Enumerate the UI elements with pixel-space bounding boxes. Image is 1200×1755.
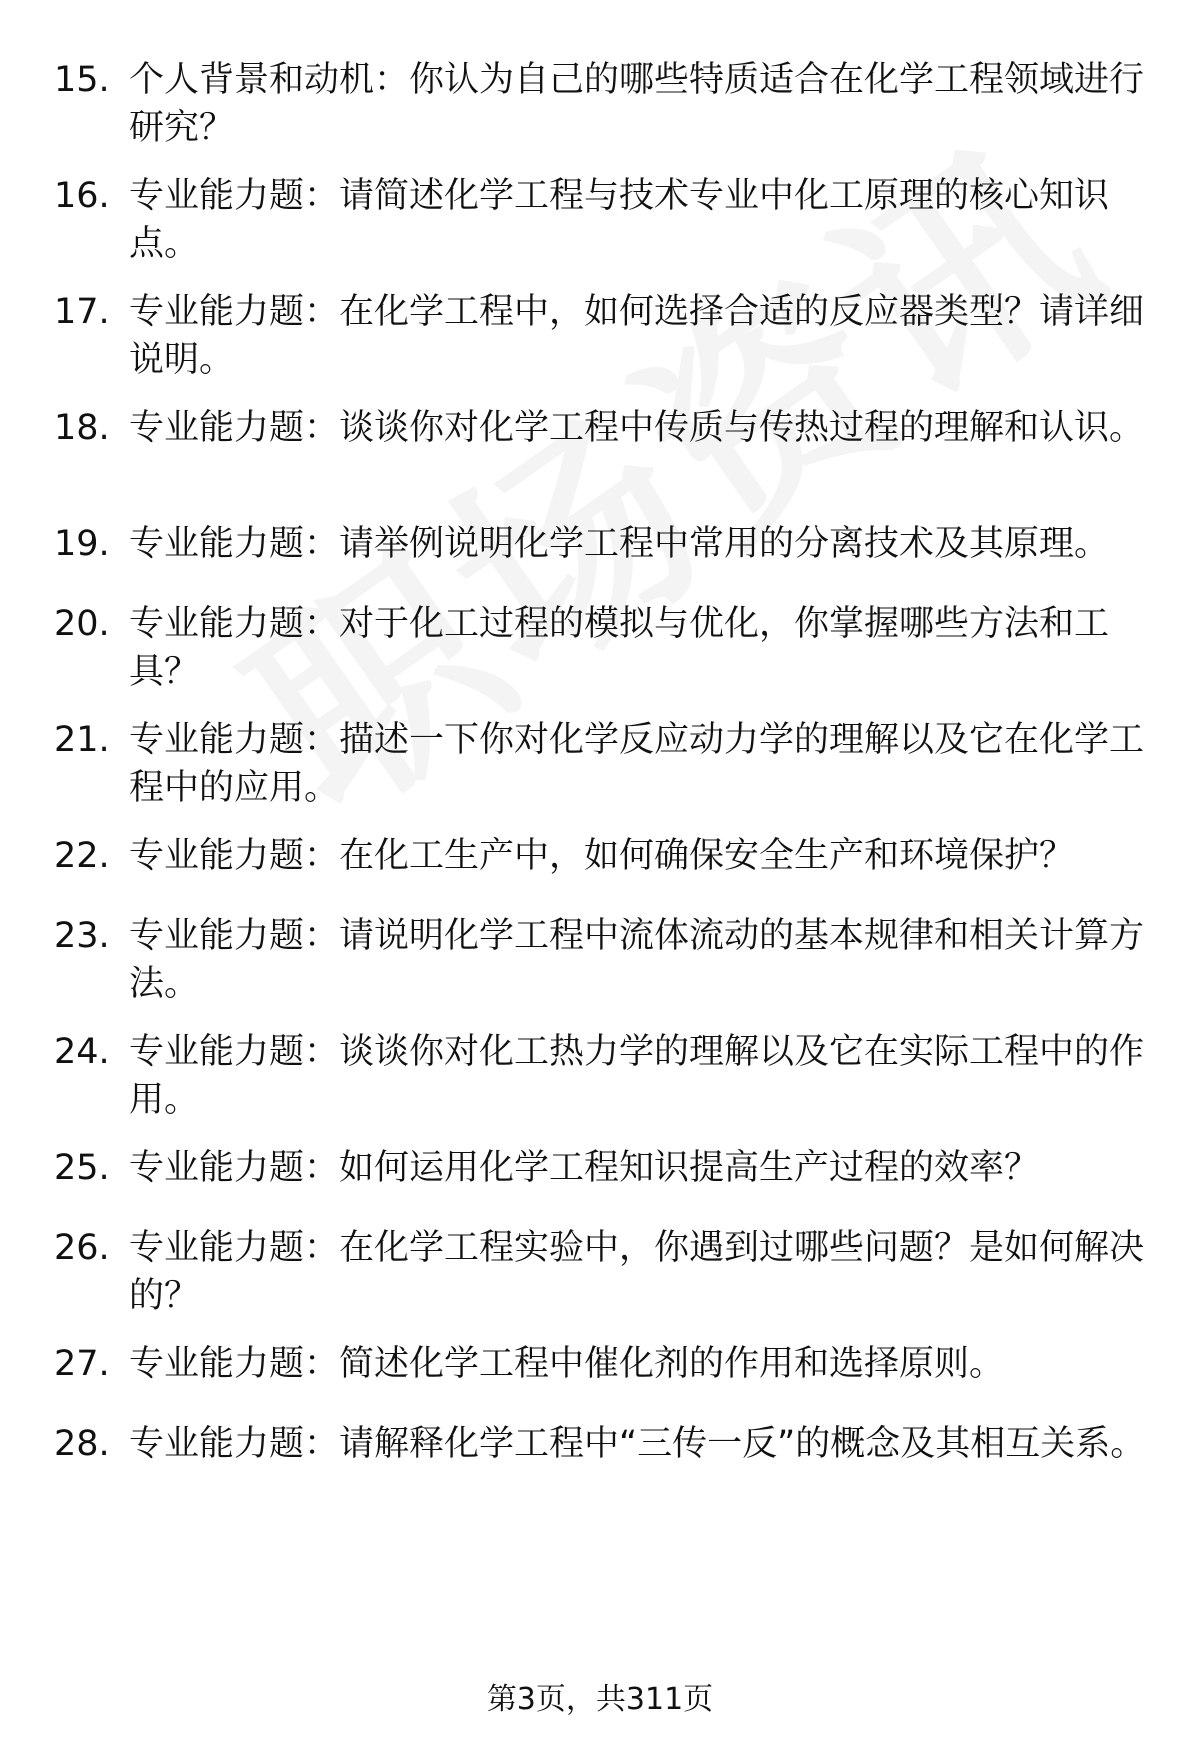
question-text: 专业能力题：在化学工程中，如何选择合适的反应器类型？请详细说明。 xyxy=(129,292,1145,380)
question-number: 23. xyxy=(54,916,110,956)
question-number: 16. xyxy=(54,176,110,216)
question-text: 专业能力题：请说明化学工程中流体流动的基本规律和相关计算方法。 xyxy=(129,916,1145,1004)
question-text: 个人背景和动机：你认为自己的哪些特质适合在化学工程领域进行研究？ xyxy=(129,60,1145,148)
question-number: 28. xyxy=(54,1424,110,1464)
question-text: 专业能力题：如何运用化学工程知识提高生产过程的效率？ xyxy=(129,1148,1040,1188)
question-text: 专业能力题：请解释化学工程中“三传一反”的概念及其相互关系。 xyxy=(129,1424,1146,1464)
question-text: 专业能力题：对于化工过程的模拟与优化，你掌握哪些方法和工具？ xyxy=(129,604,1110,692)
question-text: 专业能力题：简述化学工程中催化剂的作用和选择原则。 xyxy=(129,1344,1005,1384)
page-footer xyxy=(0,1680,1200,1720)
question-text: 专业能力题：请简述化学工程与技术专业中化工原理的核心知识点。 xyxy=(129,176,1110,264)
question-number: 17. xyxy=(54,292,110,332)
question-text: 专业能力题：在化工生产中，如何确保安全生产和环境保护？ xyxy=(129,836,1075,876)
question-number: 25. xyxy=(54,1148,110,1188)
question-number: 18. xyxy=(54,408,110,448)
question-number: 26. xyxy=(54,1228,110,1268)
question-text: 专业能力题：请举例说明化学工程中常用的分离技术及其原理。 xyxy=(129,524,1110,564)
question-number: 20. xyxy=(54,604,110,644)
question-text: 专业能力题：谈谈你对化学工程中传质与传热过程的理解和认识。 xyxy=(129,408,1145,448)
question-number: 22. xyxy=(54,836,110,876)
page-number-label: 第3页，共311页 xyxy=(486,1682,714,1717)
question-text: 专业能力题：在化学工程实验中，你遇到过哪些问题？是如何解决的？ xyxy=(129,1228,1145,1316)
question-number: 24. xyxy=(54,1032,110,1072)
question-number: 27. xyxy=(54,1344,110,1384)
question-text: 专业能力题：谈谈你对化工热力学的理解以及它在实际工程中的作用。 xyxy=(129,1032,1145,1120)
question-number: 15. xyxy=(54,60,110,100)
question-text: 专业能力题：描述一下你对化学反应动力学的理解以及它在化学工程中的应用。 xyxy=(129,720,1145,808)
question-number: 19. xyxy=(54,524,110,564)
question-number: 21. xyxy=(54,720,110,760)
